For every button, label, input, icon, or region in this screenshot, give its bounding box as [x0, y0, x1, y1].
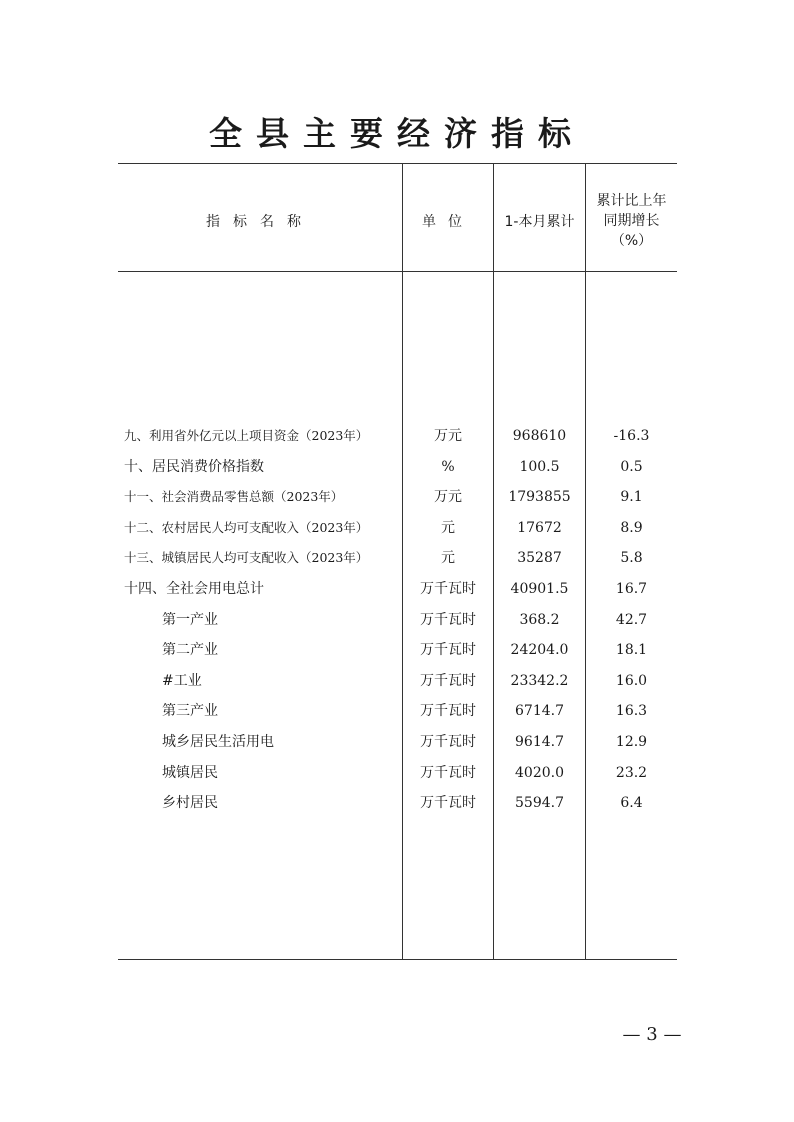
row-growth: 12.9 — [615, 733, 648, 750]
row-growth: 16.0 — [615, 672, 648, 689]
row-growth: 5.8 — [620, 550, 643, 567]
row-cumulative: 35287 — [517, 550, 562, 567]
row-growth: 16.3 — [615, 703, 648, 720]
row-unit: 万千瓦时 — [420, 764, 476, 781]
row-cumulative: 968610 — [512, 428, 567, 444]
row-name: 第三产业 — [162, 703, 218, 720]
row-cumulative: 24204.0 — [510, 642, 569, 659]
table-row — [118, 635, 677, 666]
table-row — [118, 696, 677, 727]
row-growth: 16.7 — [615, 580, 648, 597]
row-name: 乡村居民 — [162, 795, 218, 812]
table-row — [118, 543, 677, 574]
row-name: 城乡居民生活用电 — [162, 733, 274, 750]
table-row — [118, 758, 677, 789]
header-growth — [586, 191, 677, 251]
row-cumulative: 368.2 — [519, 611, 560, 628]
row-growth: -16.3 — [613, 428, 650, 444]
row-name: 第一产业 — [162, 611, 218, 628]
row-cumulative: 9614.7 — [515, 733, 564, 750]
row-growth: 8.9 — [620, 519, 643, 536]
row-unit: 元 — [441, 550, 455, 567]
page-number: — 3 — — [622, 1024, 682, 1045]
row-unit: 元 — [441, 519, 455, 536]
table-body — [118, 421, 677, 819]
row-cumulative: 23342.2 — [510, 672, 569, 689]
row-cumulative: 40901.5 — [510, 580, 569, 597]
row-cumulative: 4020.0 — [515, 764, 564, 781]
table-bottom-rule — [118, 959, 677, 960]
row-unit: 万千瓦时 — [420, 580, 476, 597]
row-name: 城镇居民 — [162, 764, 218, 781]
table-row — [118, 666, 677, 697]
table-row — [118, 452, 677, 483]
header-growth-line-3: （%） — [610, 233, 653, 249]
row-unit: 万千瓦时 — [420, 611, 476, 628]
row-name: 十、居民消费价格指数 — [124, 458, 264, 475]
row-name: #工业 — [162, 672, 202, 689]
table-row — [118, 421, 677, 452]
row-name: 十二、农村居民人均可支配收入（2023年） — [124, 519, 369, 535]
table-row — [118, 513, 677, 544]
row-growth: 6.4 — [620, 795, 643, 812]
row-cumulative: 5594.7 — [515, 795, 564, 812]
row-unit: 万千瓦时 — [420, 703, 476, 720]
row-unit: 万元 — [434, 428, 462, 444]
table-row — [118, 482, 677, 513]
table-top-rule — [118, 163, 677, 164]
header-cumulative: 1-本月累计 — [504, 214, 575, 230]
row-unit: 万千瓦时 — [420, 795, 476, 812]
row-unit: 万千瓦时 — [420, 642, 476, 659]
table-row — [118, 727, 677, 758]
row-cumulative: 17672 — [517, 519, 562, 536]
table-header-rule — [118, 271, 677, 272]
row-growth: 0.5 — [620, 458, 643, 475]
row-unit: 万元 — [434, 489, 462, 506]
page-title: 全县主要经济指标 — [209, 114, 585, 153]
row-unit: 万千瓦时 — [420, 672, 476, 689]
row-name: 九、利用省外亿元以上项目资金（2023年） — [124, 428, 369, 443]
row-cumulative: 1793855 — [508, 489, 571, 506]
row-growth: 42.7 — [615, 611, 648, 628]
table-row — [118, 605, 677, 636]
row-name: 十四、全社会用电总计 — [124, 580, 264, 597]
header-unit: 单位 — [422, 214, 474, 230]
table-row — [118, 574, 677, 605]
row-name: 十三、城镇居民人均可支配收入（2023年） — [124, 550, 369, 566]
row-unit: % — [441, 458, 455, 475]
row-growth: 18.1 — [615, 642, 648, 659]
header-growth-line-2: 同期增长 — [603, 213, 660, 229]
row-growth: 23.2 — [615, 764, 648, 781]
row-unit: 万千瓦时 — [420, 733, 476, 750]
table-row — [118, 788, 677, 819]
row-name: 第二产业 — [162, 642, 218, 659]
row-cumulative: 100.5 — [519, 458, 560, 475]
header-growth-line-1: 累计比上年 — [596, 193, 667, 209]
row-cumulative: 6714.7 — [515, 703, 564, 720]
header-indicator-name: 指标名称 — [206, 214, 314, 230]
row-name: 十一、社会消费品零售总额（2023年） — [124, 489, 344, 505]
row-growth: 9.1 — [620, 489, 643, 506]
